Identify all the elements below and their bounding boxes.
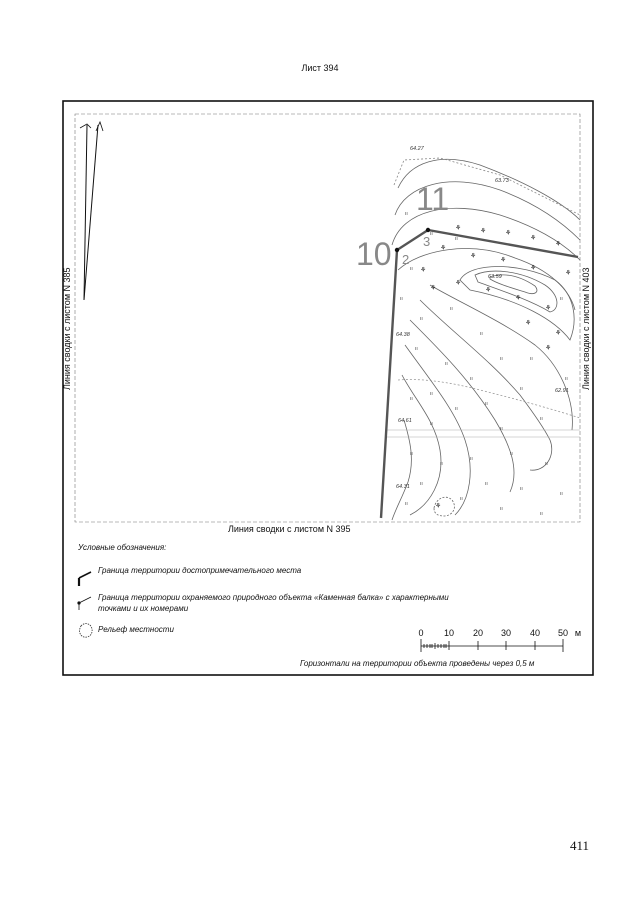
svg-text:ıı: ıı bbox=[560, 296, 563, 302]
left-join-label: Линия сводки с листом N 385 bbox=[62, 267, 72, 390]
elevation-label: 62.91 bbox=[555, 388, 569, 394]
scale-bar bbox=[421, 639, 563, 652]
svg-text:ıı: ıı bbox=[455, 406, 458, 412]
elevation-label: 63.73 bbox=[495, 178, 509, 184]
svg-text:⚘: ⚘ bbox=[530, 234, 537, 242]
scale-tick-label: 50 bbox=[557, 628, 569, 638]
sheet-boundary bbox=[75, 114, 580, 522]
scale-tick-label: 10 bbox=[443, 628, 455, 638]
boundary-point-2 bbox=[395, 248, 399, 252]
svg-text:ıı: ıı bbox=[445, 361, 448, 367]
legend-item-protected: Граница территории охраняемого природного объекта «Каменная балка» с характерными bbox=[98, 593, 449, 602]
point-label-11: 11 bbox=[416, 181, 450, 217]
svg-text:⚘: ⚘ bbox=[505, 229, 512, 237]
svg-text:⚘: ⚘ bbox=[555, 329, 562, 337]
bottom-join-label: Линия сводки с листом N 395 bbox=[228, 524, 351, 534]
elevation-label: 63.59 bbox=[488, 274, 502, 280]
svg-text:ıı: ıı bbox=[470, 456, 473, 462]
scale-tick-label: 20 bbox=[472, 628, 484, 638]
page-number: 411 bbox=[570, 838, 590, 853]
svg-text:⚘: ⚘ bbox=[420, 266, 427, 274]
svg-text:⚘: ⚘ bbox=[530, 264, 537, 272]
svg-text:ıı: ıı bbox=[510, 451, 513, 457]
point-label-10: 10 bbox=[356, 236, 392, 272]
svg-text:ıı: ıı bbox=[460, 496, 463, 502]
svg-text:⚘: ⚘ bbox=[455, 279, 462, 287]
elevation-label: 64.31 bbox=[396, 484, 410, 490]
svg-text:ıı: ıı bbox=[540, 416, 543, 422]
svg-text:ıı: ıı bbox=[400, 296, 403, 302]
svg-text:ıı: ıı bbox=[545, 461, 548, 467]
scale-tick-label: 0 bbox=[418, 628, 424, 638]
svg-text:ıı: ıı bbox=[410, 266, 413, 272]
svg-text:ıı: ıı bbox=[500, 506, 503, 512]
svg-text:ıı: ıı bbox=[430, 391, 433, 397]
protected-boundary-legend-icon bbox=[77, 597, 91, 610]
elevation-label: 64.38 bbox=[396, 332, 410, 338]
svg-text:ıı: ıı bbox=[440, 461, 443, 467]
svg-text:⚘: ⚘ bbox=[435, 502, 442, 510]
svg-text:ıı: ıı bbox=[430, 421, 433, 427]
svg-text:ıı: ıı bbox=[450, 306, 453, 312]
svg-text:ıı: ıı bbox=[410, 451, 413, 457]
svg-text:ıı: ıı bbox=[480, 331, 483, 337]
svg-text:ıı: ıı bbox=[565, 376, 568, 382]
svg-text:ıı: ıı bbox=[455, 236, 458, 242]
svg-text:ıı: ıı bbox=[530, 356, 533, 362]
svg-text:ıı: ıı bbox=[485, 401, 488, 407]
legend-title: Условные обозначения: bbox=[78, 543, 167, 552]
svg-text:⚘: ⚘ bbox=[565, 269, 572, 277]
svg-text:ıı: ıı bbox=[405, 501, 408, 507]
north-arrow-icon bbox=[80, 122, 103, 300]
point-label-2: 2 bbox=[402, 252, 410, 267]
svg-text:ıı: ıı bbox=[420, 316, 423, 322]
svg-text:⚘: ⚘ bbox=[430, 284, 437, 292]
svg-text:⚘: ⚘ bbox=[555, 240, 562, 248]
svg-text:⚘: ⚘ bbox=[470, 252, 477, 260]
svg-text:⚘: ⚘ bbox=[485, 286, 492, 294]
scale-unit: м bbox=[574, 628, 582, 638]
svg-text:⚘: ⚘ bbox=[500, 256, 507, 264]
svg-text:ıı: ıı bbox=[405, 211, 408, 217]
contour-lines bbox=[385, 158, 580, 520]
relief-legend-icon bbox=[80, 624, 93, 638]
svg-text:ıı: ıı bbox=[410, 396, 413, 402]
svg-text:⚘: ⚘ bbox=[515, 294, 522, 302]
svg-text:ıı: ıı bbox=[430, 231, 433, 237]
svg-text:ıı: ıı bbox=[520, 386, 523, 392]
svg-text:⚘: ⚘ bbox=[545, 344, 552, 352]
point-label-3: 3 bbox=[423, 234, 431, 249]
boundary-legend-icon bbox=[79, 572, 91, 586]
svg-text:ıı: ıı bbox=[500, 426, 503, 432]
legend-item-protected-cont: точками и их номерами bbox=[98, 604, 189, 613]
legend-item-relief: Рельеф местности bbox=[98, 625, 174, 634]
svg-text:⚘: ⚘ bbox=[480, 227, 487, 235]
footer-note: Горизонтали на территории объекта проведены через 0,5 м bbox=[300, 659, 535, 668]
svg-text:ıı: ıı bbox=[415, 346, 418, 352]
right-join-label: Линия сводки с листом N 403 bbox=[581, 267, 591, 390]
svg-text:⚘: ⚘ bbox=[440, 244, 447, 252]
scale-tick-label: 40 bbox=[529, 628, 541, 638]
boundary-point-3 bbox=[426, 228, 430, 232]
svg-text:ıı: ıı bbox=[485, 481, 488, 487]
svg-text:⚘: ⚘ bbox=[455, 224, 462, 232]
legend-item-boundary: Граница территории достопримечательного места bbox=[98, 566, 302, 575]
elevation-label: 64.27 bbox=[410, 146, 424, 152]
sheet-title: Лист 394 bbox=[301, 63, 339, 73]
svg-text:ıı: ıı bbox=[540, 511, 543, 517]
svg-text:⚘: ⚘ bbox=[525, 319, 532, 327]
svg-text:ıı: ıı bbox=[560, 491, 563, 497]
vegetation-marks bbox=[400, 211, 568, 517]
svg-text:ıı: ıı bbox=[520, 486, 523, 492]
scale-tick-label: 30 bbox=[500, 628, 512, 638]
svg-text:ıı: ıı bbox=[420, 481, 423, 487]
svg-text:⚘: ⚘ bbox=[545, 304, 552, 312]
svg-text:ıı: ıı bbox=[500, 356, 503, 362]
svg-text:ıı: ıı bbox=[470, 376, 473, 382]
elevation-label: 64.61 bbox=[398, 418, 412, 424]
